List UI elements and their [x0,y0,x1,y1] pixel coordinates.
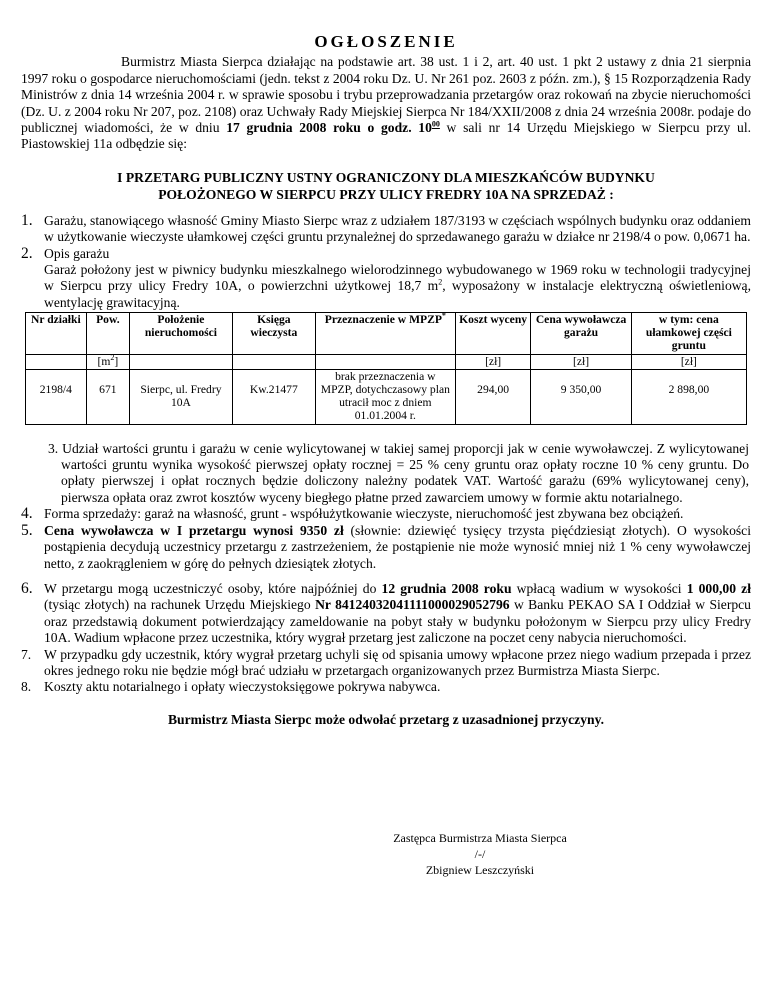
intro-time-sup: 00 [431,119,440,129]
deposit-deadline: 12 grudnia 2008 roku [381,580,512,596]
unit-pow [86,354,129,370]
unit-pow-end: ] [114,354,119,368]
bank-account-number: Nr 84124032041111000029052796 [315,597,510,613]
closing-statement: Burmistrz Miasta Sierpc może odwołać przetarg z uzasadnionej przyczyny. [167,711,605,727]
item-text: (słownie: dziewięć tysięcy trzysta pięćdziesiąt złotych). O wysokości postąpienia decydują uczestnicy przetargu z zastrzeżeniem, że postąpienie nie może wynosić mniej niż 1 % ceny wywoławczej netto, z zaokrągleniem w górę do pełnych dziesiątek złotych. [44,522,751,571]
intro-paragraph [21,54,751,152]
item-text: Garażu, stanowiącego własność Gminy Miasto Sierpc wraz z udziałem 187/3193 w częściach wspólnych budynku oraz oddaniem w użytkowanie wieczyste ułamkowej części gruntu przynależnej do sprzedawanego garażu w działce nr 2198/4 o pow. 0,0671 ha. [44,212,751,245]
intro-text-2: w sali nr 14 Urzędu Miejskiego w Sierpcu przy ul. Piastowskiej 11a odbędzie się: [21,120,751,152]
item-text-4: w Banku PEKAO SA I Oddział w Sierpcu oraz przedstawią dokument potwierdzający zameldowanie na pobyt stały w budynku położonym w Sierpcu przy ulicy Fredry 10A. Wadium wpłacone przez uczestnika, który wygrał przetarg jest zaliczone na poczet ceny nabycia nieruchomości. [44,597,751,646]
item-number: 7. [21,646,32,662]
list-item-4 [21,506,751,522]
starting-price: Cena wywoławcza w I przetargu wynosi 9350 zł [44,522,344,538]
cell-polozenie: Sierpc, ul. Fredry 10A [130,370,233,424]
unit-polozenie [130,354,233,370]
item-number: 4. [21,505,33,523]
unit-pow-sup: 2 [110,352,115,362]
conditions-list [21,213,751,311]
list-item-7 [21,647,751,680]
header-cena: Cena wywoławcza garażu [531,313,631,354]
item-text: W przetargu mogą uczestniczyć osoby, które najpóźniej do [44,580,382,596]
conditions-list-continued [21,506,751,695]
unit-cena: [zł] [531,354,631,370]
item-number: 6. [21,579,33,597]
list-item-6 [21,581,751,647]
list-item-1 [21,213,751,246]
cell-przeznaczenie: brak przeznaczenia w MPZP, dotychczasowy plan utracił moc z dniem 01.01.2004 r. [315,370,455,424]
cell-pow: 671 [86,370,129,424]
header-pow: Pow. [86,313,129,354]
item-number: 3. [48,440,59,456]
signature-title: Zastępca Burmistrza Miasta Sierpca [393,831,567,845]
table-row [26,370,747,424]
header-koszt: Koszt wyceny [455,313,531,354]
header-polozenie: Położenie nieruchomości [130,313,233,354]
item-subtitle: Opis garażu [44,245,110,261]
item-text: Udział wartości gruntu i garażu w cenie wylicytowanej w takiej samej proporcji jak w cenie wywoławczej. Z wylicytowanej wartości gruntu wynika wysokość pierwszej opłaty rocznej = 25 % ceny gruntu oraz opłaty roczne 10 % ceny gruntu. Do opłaty pierwszej i opłat rocznych będzie doliczony należny podatek VAT. Wartość garażu (69% wylicytowanej ceny), pierwsza opłata oraz zwrot kosztów wyceny biegłego płatne przed zawarciem umowy w formie aktu notarialnego. [61,440,749,505]
footnote-mark: * [441,311,446,321]
header-wtym: w tym: cena ułamkowej części gruntu [631,313,746,354]
list-item-2 [21,246,751,312]
table-units-row [26,354,747,370]
signature-name: Zbigniew Leszczyński [425,863,535,877]
garage-description: Garaż położony jest w piwnicy budynku mieszkalnego wielorodzinnego wybudowanego w 1969 roku w technologii tradycyjnej w Sierpcu przy ulicy Fredry 10A, o powierzchni użytkowej 18,7 m [44,262,751,294]
item-number: 8. [21,679,32,695]
section-heading: I PRZETARG PUBLICZNY USTNY OGRANICZONY DLA MIESZKAŃCÓW BUDYNKU POŁOŻONEGO W SIERPCU PRZY ULICY FREDRY 10A NA SPRZEDAŻ : [117,169,655,202]
unit-wtym: [zł] [631,354,746,370]
item-text-2: wpłacą wadium w wysokości [511,580,687,596]
unit-nr [26,354,87,370]
list-item-3 [21,441,751,507]
cell-wtym: 2 898,00 [631,370,746,424]
header-ksiega: Księga wieczysta [232,313,315,354]
cell-koszt: 294,00 [455,370,531,424]
header-przeznaczenie [315,313,455,354]
signature-mark: /-/ [474,847,486,861]
document-title: OGŁOSZENIE [314,32,458,51]
item-text-3: (tysiąc złotych) na rachunek Urzędu Miejskiego [44,597,316,613]
announcement-page [21,34,751,728]
unit-pow-text: [m [97,354,111,368]
intro-date: 17 grudnia 2008 roku o godz. 10 [226,120,432,136]
cell-ksiega: Kw.21477 [232,370,315,424]
item-text: W przypadku gdy uczestnik, który wygrał przetarg uchyli się od spisania umowy wpłacone przez niego wadium przepada i przez okres jednego roku nie będzie mógł brać udziału w przetargach organizowanych przez Burmistrza Miasta Sierpc. [44,646,751,678]
list-item-8 [21,679,751,695]
unit-ksiega [232,354,315,370]
item-number: 5. [21,521,33,539]
item-number: 1. [21,211,33,229]
unit-przeznaczenie [315,354,455,370]
header-nr: Nr działki [26,313,87,354]
property-table [25,312,747,424]
signature-block [380,830,580,878]
list-item-5 [21,523,751,572]
area-unit-sup: 2 [438,277,443,287]
unit-koszt: [zł] [455,354,531,370]
header-przeznaczenie-text: Przeznaczenie w MPZP [324,313,442,327]
cell-cena: 9 350,00 [531,370,631,424]
item-number: 2. [21,244,33,262]
table-header-row [26,313,747,354]
item-text [44,262,751,311]
cell-nr: 2198/4 [26,370,87,424]
item-text: Forma sprzedaży: garaż na własność, grunt - współużytkowanie wieczyste, nieruchomość jest zbywana bez obciążeń. [44,506,684,522]
intro-text-1: Burmistrz Miasta Sierpca działając na podstawie art. 38 ust. 1 i 2, art. 40 ust. 1 pkt 2 ustawy z dnia 21 sierpnia 1997 roku o gospodarce nieruchomościami (jedn. tekst z 2004 roku Dz. U. Nr 261 poz. 2603 z późn. zm.), § 15 Rozporządzenia Rady Ministrów z dnia 14 września 2004 r. w sprawie sposobu i trybu przeprowadzania przetargów oraz rokowań na zbycie nieruchomości (Dz. U. z 2004 roku Nr 207, poz. 2108) oraz Uchwały Rady Miejskiej Sierpca Nr 184/XXII/2008 z dnia 24 września 2008r. podaje do publicznej wiadomości, że w dniu [21,54,751,136]
item-text: Koszty aktu notarialnego i opłaty wieczystoksięgowe pokrywa nabywca. [44,679,441,695]
deposit-amount: 1 000,00 zł [686,580,751,596]
garage-description-end: , wyposażony w instalacje elektryczną oświetleniową, wentylację grawitacyjną. [44,278,751,310]
